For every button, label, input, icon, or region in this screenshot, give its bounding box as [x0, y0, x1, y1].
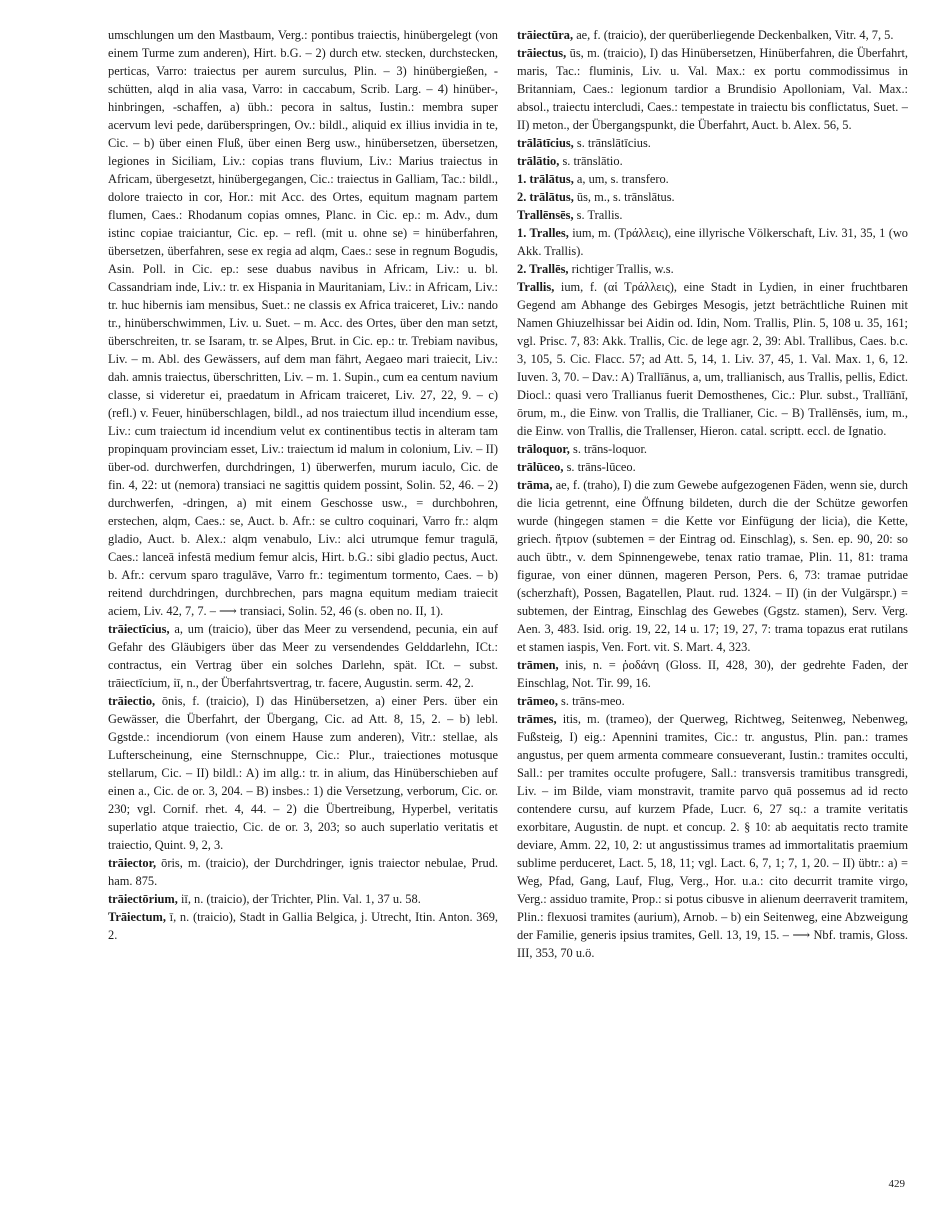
dictionary-entry: [108, 26, 498, 620]
dictionary-entry: [517, 26, 908, 44]
entry-headword: trāmen,: [517, 658, 559, 672]
entry-headword: trāmeo,: [517, 694, 558, 708]
entry-text: ūs, m. (traicio), I) das Hinübersetzen, Hinüberfahren, die Überfahrt, maris, Tac.: fluminis, Liv. u. Val. Max.: ex portu commodissimus in Britanniam, Caes.: legionum tardior a Brundisio Apolloniam, Val. Max.: absol., traiectu intercludi, Caes.: tempestate in traiectu bis conflictatus, Suet. – II) meton., der Übergangspunkt, die Überfahrt, Auct. b. Alex. 56, 5.: [517, 46, 908, 132]
entry-text: s. trāns-loquor.: [573, 442, 648, 456]
entry-headword: trāloquor,: [517, 442, 570, 456]
entry-text: inis, n. = ῥοδάνη (Gloss. II, 428, 30), der gedrehte Faden, der Einschlag, Not. Tir. 99, 16.: [517, 658, 908, 690]
dictionary-entry: [108, 692, 498, 854]
entry-text: itis, m. (trameo), der Querweg, Richtweg, Seitenweg, Nebenweg, Fußsteig, I) eig.: Apennini tramites, Cic.: tr. angustus, Plin. pan.: trames angustus, per quem armenta commeare consueverant, Iustin.: tramites occulti, Sall.: per tramites occulte profugere, Sall.: transversis tramitibus transgredi, Liv. – im Bilde, viam monstravit, tramite parvo quā possemus ad id recto contendere cursu, auf kurzem Pfade, Lucr. 6, 27 sq.: a tramite veritatis exorbitare, Augustin. de nupt. et concup. 2. § 10: ab aequitatis recto tramite deviare, Amm. 22, 10, 2: ut angustissimus trames ad immortalitatis praemium sublime perduceret, Lact. 5, 18, 11; vgl. Lact. 6, 7, 1; 7, 1, 20. – II) übtr.: a) = Weg, Pfad, Gang, Lauf, Flug, Verg., Hor. u.a.: cito decurrit tramite virgo, Verg.: assiduo tramite, Prop.: si potus cibusve in alienum deerraverit tramitem, Plin.: flexuosi tramites (aurium), Arnob. – b) ein Seitenweg, eine Abzweigung der Familie, generis ipsius tramites, Gell. 13, 19, 15. – ⟶ Nbf. tramis, Gloss. III, 353, 70 u.ö.: [517, 712, 908, 960]
dictionary-entry: [517, 152, 908, 170]
entry-headword: trāiectūra,: [517, 28, 574, 42]
entry-headword: Trallēnsēs,: [517, 208, 574, 222]
page-number: 429: [888, 1178, 905, 1190]
dictionary-entry: [517, 476, 908, 656]
dictionary-entry: [517, 692, 908, 710]
dictionary-entry: [517, 170, 908, 188]
entry-headword: 1. Tralles,: [517, 226, 569, 240]
entry-headword: trāiectus,: [517, 46, 567, 60]
entry-headword: Trallis,: [517, 280, 555, 294]
entry-text: s. trānslātio.: [562, 154, 623, 168]
entry-text: a, um (traicio), über das Meer zu versendend, pecunia, ein auf Gefahr des Gläubigers über das Meer zu versendendes Gelddarlehn, ICt.: contractus, ein Vertrag über ein solches Darlehn, spät. ICt. – subst. trāiectīcium, iī, n., der Überfahrtsvertrag, tr. facere, Augustin. serm. 42, 2.: [108, 622, 498, 690]
entry-text: umschlungen um den Mastbaum, Verg.: pontibus traiectis, hinübergelegt (von einem Turme zum anderen), Hirt. b.G. – 2) durch etw. stecken, durchstecken, perticas, Varro: traiectus per aurem surculus, Plin. – 3) hinübergießen, -schütten, alqd in alia vasa, Varro: in caccabum, Scrib. Larg. – 4) hinüber-, hinbringen, -schaffen, a) übh.: pecora in saltus, Iustin.: membra super acervum levi pede, darüberspringen, Ov.: bildl., aliquid ex illius invidia in te, Cic. – b) über einen Fluß, über einen Berg usw., hinübersetzen, übersetzen, legiones in Siciliam, Liv.: copias trans fluvium, Liv.: Marius traiectus in Africam, übergesetzt, hinübergegangen, Cic.: traiectus in Galliam, Tac.: bildl., dolore traiecto in cor, Hor.: mit Acc. des Ortes, equitum magnam partem flumen, Caes.: Rhodanum copias omnes, Planc. in Cic. ep.: m. Adv., dum istinc copiae traiciantur, Cic. ep. – refl. (mit u. ohne se) = hinüberfahren, übersetzen, überfahren, sese ex regia ad alqm, Caes.: sese in regnum Bogudis, Asin. Poll. in Cic. ep.: sese duabus navibus in Africam, Liv.: u. bl. Cassandriam inde, Liv.: tr. ex Hispania in Mauritaniam, Liv.: in Africam, Liv.: tr. huc hibernis iam mensibus, Suet.: ne classis ex Africa traiceret, Liv.: nando tr., hinüberschwimmen, Liv. u. Suet. – m. Acc. des Ortes, über den man setzt, überschreiten, tr. se Isaram, tr. se Alpes, Brut. in Cic. ep.: tr. Trebiam navibus, Liv. – m. Abl. des Gewässers, auf dem man fährt, Aegaeo mari traiecit, Liv.: dah. amnis traiectus, überschritten, Liv. – m. 1. Supin., cum ea centum navium classe, si videretur ei, praedatum in Africam traiceret, Liv. 27, 22, 9. – c) (refl.) v. Feuer, hinüberschlagen, bildl., ad nos traiectum illud incendium esse, Liv.: cum traiectum id incendium velut ex continentibus tectis in alteram tam propinquam provinciam esset, Liv.: traiectum id malum in colonium, Liv. – II) über-od. durchwerfen, durchdringen, 1) überwerfen, murum iaculo, Cic. de fin. 4, 22: ut (nemora) transiaci ne sagittis quidem possint, Solin. 52, 46. – 2) durchwerfen, -dringen, a) mit einem Geschosse usw., = durchbohren, erstechen, alqm, Caes.: se, Auct. b. Afr.: se cultro coquinari, Varro fr.: alqm gladio, Auct. b. Alex.: alqm venabulo, Liv.: alci utrumque femur tragulā, Caes.: lanceā infestā medium femur alcis, Hirt. b.G.: sibi gladio pectus, Auct. b. Afr.: cervum sparo tragulāve, Varro fr.: tegimentum tormento, Caes. – b) reitend durchdringen, durchbrechen, pars magna equitum mediam traiecit aciem, Liv. 42, 7, 7. – ⟶ transiaci, Solin. 52, 46 (s. oben no. II, 1).: [108, 28, 498, 618]
entry-text: s. trānslātīcius.: [576, 136, 651, 150]
dictionary-entry: [517, 440, 908, 458]
entry-headword: trāmes,: [517, 712, 557, 726]
entry-text: s. trāns-meo.: [561, 694, 625, 708]
dictionary-entry: [517, 44, 908, 134]
dictionary-entry: [517, 188, 908, 206]
entry-text: ōris, m. (traicio), der Durchdringer, ignis traiector nebulae, Prud. ham. 875.: [108, 856, 498, 888]
entry-text: ae, f. (traicio), der querüberliegende Deckenbalken, Vitr. 4, 7, 5.: [576, 28, 894, 42]
left-column: [108, 26, 498, 1176]
dictionary-entry: [108, 854, 498, 890]
entry-text: richtiger Trallis, w.s.: [571, 262, 674, 276]
entry-text: a, um, s. transfero.: [576, 172, 669, 186]
dictionary-entry: [108, 620, 498, 692]
dictionary-entry: [517, 260, 908, 278]
entry-text: ōnis, f. (traicio), I) das Hinübersetzen, a) einer Pers. über ein Gewässer, die Überfahrt, der Übergang, Cic. ad Att. 8, 15, 2. – b) lebl. Ggstde.: incendiorum (von einem Hause zum anderen), Vitr.: stellae, als Lufterscheinung, eine Sternschnuppe, Cic.: Plur., traiectiones motusque stellarum, Cic. – II) bildl.: A) im allg.: tr. in alium, das Hinüberschieben auf einen a., Cic. de or. 3, 204. – B) insbes.: 1) die Versetzung, verborum, Cic. or. 230; vgl. Cornif. rhet. 4, 44. – 2) die Übertreibung, Hyperbel, veritatis superlatio atque traiectio, Cic. de or. 3, 203; so auch superlatio veritatis et traiectio, Quint. 9, 2, 3.: [108, 694, 498, 852]
entry-headword: trāiectōrium,: [108, 892, 178, 906]
entry-text: ūs, m., s. trānslātus.: [576, 190, 675, 204]
entry-text: ī, n. (traicio), Stadt in Gallia Belgica, j. Utrecht, Itin. Anton. 369, 2.: [108, 910, 498, 942]
entry-text: ae, f. (traho), I) die zum Gewebe aufgezogenen Fäden, wenn sie, durch die licia getrennt, eine Öffnung bildeten, durch die der Schütze geworfen wurde (hingegen stamen = die Kette vor Einfügung der licia), die Kette, griech. ἤτριον (subtemen = der Eintrag od. Einschlag), s. Sen. ep. 90, 20: so auch übtr., v. dem Spinnengewebe, tenax ratio tramae, Plin. 11, 81: trama figurae, von einer dünnen, mageren Person, Pers. 6, 73: tramae putridae (scherzhaft), Possen, Bagatellen, Plaut. rud. 1324. – II) (in der Vulgärspr.) = subtemen, der Eintrag, Einschlag des Gewebes (Ggstz. stamen), Serv. Verg. Aen. 3, 483. Isid. orig. 19, 22, 14 u. 17; 19, 27, 7: trama topazus erat rutilans et stamen iaspis, Ven. Fort. vit. S. Mart. 4, 323.: [517, 478, 908, 654]
entry-text: ium, f. (αἱ Τράλλεις), eine Stadt in Lydien, in einer fruchtbaren Gegend am Abhange des Gebirges Mesogis, jetzt beträchtliche Ruinen mit Namen Ghiuzelhissar bei Aidin od. Idin, Nom. Trallis, Plin. 5, 108 u. 35, 161; vgl. Prisc. 7, 83: Akk. Trallis, Cic. de lege agr. 2, 39: Abl. Trallibus, Caes. b.c. 3, 105, 5. Cic. Flacc. 57; ad Att. 5, 14, 1. Liv. 37, 45, 1. Val. Max. 1, 6, 12. Iuven. 3, 70. – Dav.: A) Trallīānus, a, um, trallianisch, aus Trallis, pellis, Edict. Diocl.: quasi vero Trallianus fuerit Demosthenes, Cic.: Plur. subst., Trallīānī, ōrum, m., die Einw. von Trallis, die Trallianer, Cic. – B) Trallēnsēs, ium, m., die Einw. von Trallis, die Trallenser, Hieron. catal. scriptt. eccl. de Ignatio.: [517, 280, 908, 438]
dictionary-entry: [517, 278, 908, 440]
entry-headword: Trāiectum,: [108, 910, 166, 924]
entry-headword: 1. trālātus,: [517, 172, 574, 186]
entry-headword: trālātīcius,: [517, 136, 574, 150]
entry-text: s. trāns-lūceo.: [566, 460, 636, 474]
dictionary-entry: [108, 890, 498, 908]
entry-headword: 2. Trallēs,: [517, 262, 569, 276]
entry-text: s. Trallis.: [576, 208, 623, 222]
dictionary-entry: [517, 710, 908, 962]
dictionary-entry: [108, 908, 498, 944]
entry-headword: trāiectīcius,: [108, 622, 170, 636]
entry-headword: trālūceo,: [517, 460, 564, 474]
dictionary-entry: [517, 134, 908, 152]
dictionary-entry: [517, 224, 908, 260]
dictionary-entry: [517, 458, 908, 476]
dictionary-entry: [517, 206, 908, 224]
entry-headword: trālātio,: [517, 154, 560, 168]
entry-headword: trāiectio,: [108, 694, 156, 708]
entry-headword: 2. trālātus,: [517, 190, 574, 204]
entry-text: iī, n. (traicio), der Trichter, Plin. Val. 1, 37 u. 58.: [180, 892, 421, 906]
entry-headword: trāiector,: [108, 856, 157, 870]
entry-text: ium, m. (Τράλλεις), eine illyrische Völkerschaft, Liv. 31, 35, 1 (wo Akk. Trallis).: [517, 226, 908, 258]
dictionary-entry: [517, 656, 908, 692]
entry-headword: trāma,: [517, 478, 553, 492]
right-column: [517, 26, 908, 1176]
